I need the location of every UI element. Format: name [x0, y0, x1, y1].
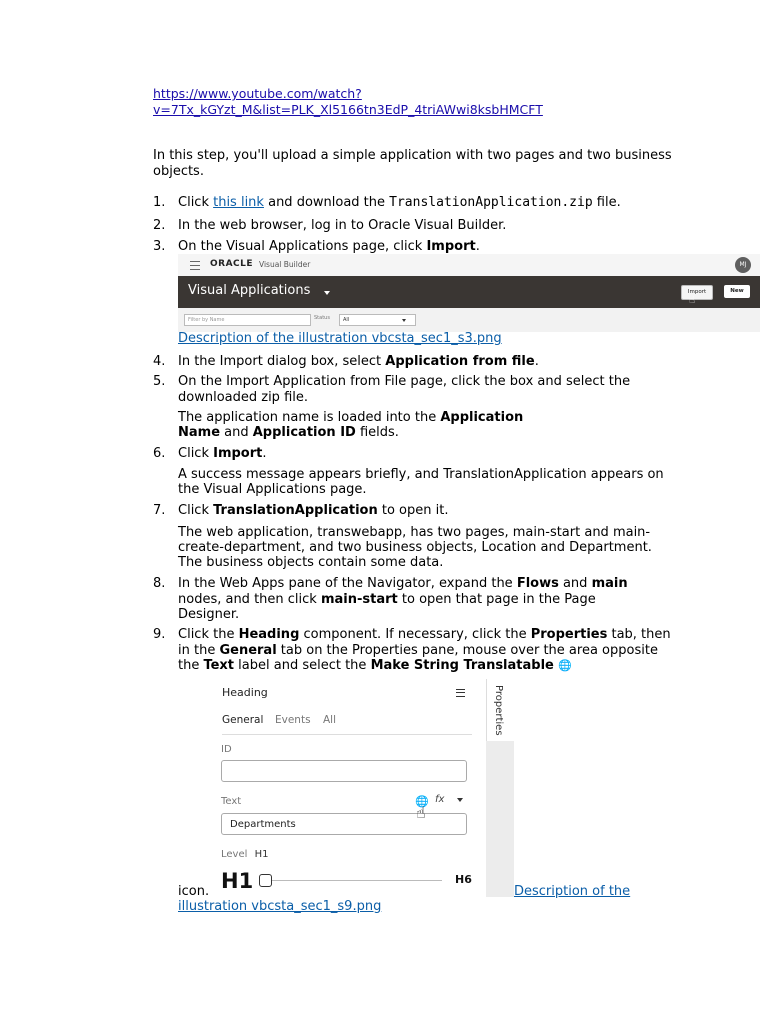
step-bold: Flows [516, 576, 559, 591]
step-text: to open it. [377, 503, 449, 518]
hand-cursor-icon: ☝ [689, 295, 696, 306]
step-2 [153, 218, 693, 234]
product-name: Visual Builder [259, 260, 311, 269]
step-text: On the Visual Applications page, click [178, 239, 427, 254]
step-text: component. If necessary, click the [299, 627, 531, 642]
step-text: On the Import Application from File page, click the box and select the downloaded zip file. [178, 374, 631, 405]
step-text: Click [178, 503, 214, 518]
new-button: New [724, 285, 750, 298]
level-value: H1 [254, 849, 269, 860]
step-1 [153, 195, 693, 211]
video-link[interactable] [153, 86, 543, 117]
step-text: In the Web Apps pane of the Navigator, expand the [178, 576, 517, 591]
visual-applications-screenshot [178, 254, 760, 332]
step-text: file. [592, 195, 621, 210]
step-6 [153, 446, 693, 462]
note-text: The application name is loaded into the [178, 410, 441, 425]
step-3 [153, 239, 693, 255]
properties-pane-screenshot [212, 679, 514, 897]
step-4 [153, 354, 693, 370]
step-bold: Text [203, 658, 235, 673]
step-text: and download the [263, 195, 390, 210]
step-8 [153, 576, 693, 623]
hamburger-menu-icon [190, 261, 200, 270]
step-text: Click [178, 446, 214, 461]
step-number: 4. [153, 354, 166, 369]
step-text: nodes, and then click [178, 591, 321, 607]
step-number: 2. [153, 218, 166, 233]
chevron-down-icon [324, 291, 330, 295]
intro-paragraph: In this step, you'll upload a simple application with two pages and two business objects. [153, 148, 672, 179]
step-text: . [262, 446, 267, 461]
caption-link-s3[interactable]: Description of the illustration vbcsta_sec1_s3.png [178, 331, 502, 346]
note-text: and [220, 425, 253, 440]
step-5 [153, 374, 693, 405]
level-slider-track [266, 880, 442, 881]
chevron-down-icon [457, 798, 463, 802]
this-link[interactable]: this link [213, 195, 264, 210]
chevron-down-icon [402, 319, 406, 322]
step-text: In the Import dialog box, select [178, 354, 386, 369]
step-7-note: The web application, transwebapp, has two pages, main-start and main-create-department, and two business objects, Location and Department. The business objects contain some data. [178, 525, 652, 570]
level-label [221, 849, 268, 860]
caption-link-s9-cont[interactable]: illustration vbcsta_sec1_s9.png [178, 899, 382, 914]
step-bold: main [591, 576, 628, 591]
step-6-note: A success message appears briefly, and TranslationApplication appears on the Visual Applications page. [178, 467, 664, 497]
step-text: Click [178, 195, 214, 210]
tab-all: All [323, 714, 337, 726]
level-label-text: Level [221, 849, 248, 860]
step-number: 5. [153, 374, 166, 389]
note-bold: Application Name [178, 410, 524, 440]
step-text: Click the [178, 627, 239, 642]
globe-icon: 🌐 [415, 795, 429, 808]
caption-link-s9[interactable]: Description of the [514, 884, 631, 899]
fx-icon: fx [435, 794, 445, 805]
divider [222, 734, 472, 735]
step-number: 6. [153, 446, 166, 461]
step-bold: TranslationApplication [213, 503, 378, 518]
step-text: tab, then in the [178, 627, 671, 658]
globe-icon: 🌐 [558, 659, 572, 672]
step-bold: Import [213, 446, 263, 461]
step-number: 1. [153, 195, 166, 210]
tab-general: General [222, 714, 264, 726]
step-text: label and select the [234, 658, 371, 673]
status-value: All [343, 317, 350, 323]
status-select [339, 314, 416, 326]
id-label: ID [221, 744, 232, 755]
hand-cursor-icon: ☝ [416, 803, 426, 822]
step-bold: General [219, 642, 277, 658]
video-link-line2: v=7Tx_kGYzt_M&list=PLK_Xl5166tn3EdP_4triAWwi8ksbHMCFT [153, 101, 543, 117]
filter-input: Filter by Name [184, 314, 311, 326]
properties-side-label: Properties [493, 685, 504, 736]
text-field: Departments [221, 813, 467, 835]
note-bold: Application ID [252, 425, 356, 440]
step-text: . [475, 239, 480, 254]
component-heading: Heading [222, 686, 268, 699]
step-bold: Make String Translatable [370, 658, 554, 673]
step-text: to open that page in the Page Designer. [178, 591, 596, 622]
step-number: 7. [153, 503, 166, 518]
level-max-label: H6 [455, 873, 472, 886]
step-number: 3. [153, 239, 166, 254]
step-9 [153, 627, 693, 674]
status-label: Status [314, 315, 330, 321]
page-title-bar [178, 276, 760, 308]
step-text: . [534, 354, 539, 369]
page-title: Visual Applications [188, 283, 311, 298]
note-text: fields. [355, 425, 399, 440]
id-field [221, 760, 467, 782]
step-5-note [178, 410, 548, 440]
import-button: Import [681, 285, 713, 300]
step-text: tab on the Properties pane, mouse over the area opposite the [178, 642, 658, 673]
step-bold: main-start [320, 591, 398, 607]
hamburger-menu-icon [456, 689, 465, 697]
avatar: MJ [735, 257, 751, 273]
step-number: 9. [153, 627, 166, 642]
step-bold: Import [426, 239, 476, 254]
step-bold: Heading [238, 627, 300, 642]
file-name: TranslationApplication.zip [389, 195, 593, 210]
step-text: In the web browser, log in to Oracle Visual Builder. [178, 218, 507, 233]
tab-events: Events [275, 714, 311, 726]
icon-word: icon. [178, 884, 210, 899]
step-bold: Application from file [385, 354, 535, 369]
step-bold: Properties [530, 627, 608, 642]
step-text: and [558, 576, 592, 591]
oracle-logo: ORACLE [210, 259, 254, 269]
step-7 [153, 503, 693, 519]
level-min-label: H1 [221, 869, 254, 893]
video-link-line1: https://www.youtube.com/watch? [153, 86, 362, 101]
text-label: Text [221, 796, 242, 807]
step-number: 8. [153, 576, 166, 591]
oracle-header [178, 254, 760, 276]
level-slider-thumb [259, 874, 272, 887]
